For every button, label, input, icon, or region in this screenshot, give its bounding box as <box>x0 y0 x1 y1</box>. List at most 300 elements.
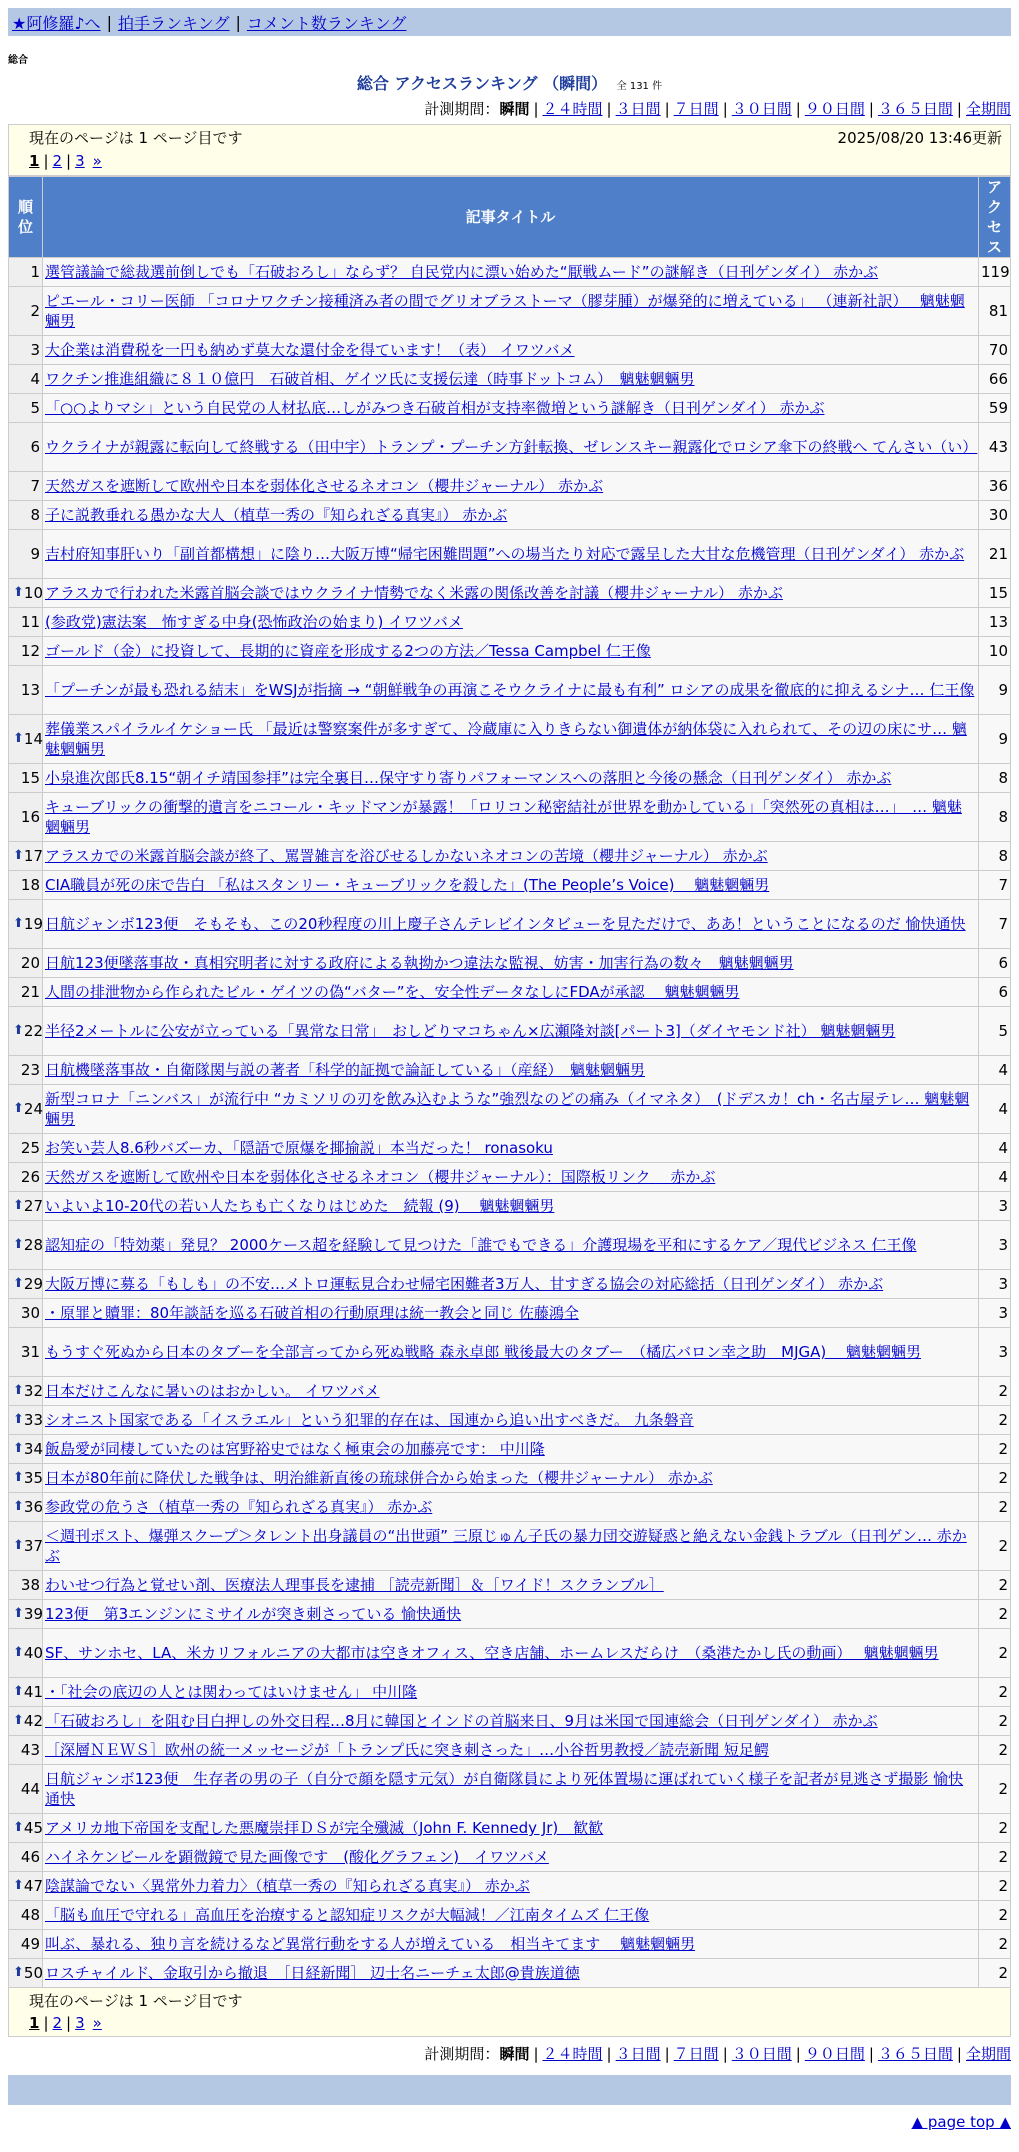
access-count: 2 <box>979 1843 1011 1872</box>
rank-number: 1 <box>30 263 40 281</box>
page-link[interactable]: 2 <box>52 152 63 170</box>
access-count: 7 <box>979 900 1011 949</box>
page-info-box <box>8 124 1011 176</box>
table-row <box>9 1007 1011 1056</box>
access-count: 30 <box>979 501 1011 530</box>
rank-number: 27 <box>23 1197 43 1215</box>
rank-cell <box>9 1007 43 1056</box>
title-cell <box>43 608 979 637</box>
next-page-link[interactable]: » <box>92 2014 102 2032</box>
article-title-link[interactable]: 日航123便墜落事故・真相究明者に対する政府による執拗かつ違法な監視、妨害・加害行為の数々 魑魅魍魎男 <box>45 954 794 972</box>
title-cell <box>43 365 979 394</box>
article-title-link[interactable]: わいせつ行為と覚せい剤、医療法人理事長を逮捕 ［読売新聞］＆［ワイド！スクランブル］ <box>45 1576 664 1594</box>
access-count: 81 <box>979 287 1011 336</box>
article-title-link[interactable]: 参政党の危うさ（植草一秀の『知られざる真実』） 赤かぶ <box>45 1498 433 1516</box>
rank-cell <box>9 1163 43 1192</box>
article-title-link[interactable]: 「石破おろし」を阻む目白押しの外交日程…8月に韓国とインドの首脳来日、9月は米国で国連総会（日刊ゲンダイ） 赤かぶ <box>45 1712 878 1730</box>
rank-cell <box>9 1678 43 1707</box>
title-cell <box>43 1007 979 1056</box>
access-count: 4 <box>979 1134 1011 1163</box>
rank-cell <box>9 1930 43 1959</box>
article-title-link[interactable]: SF、サンホセ、LA、米カリフォルニアの大都市は空きオフィス、空き店舗、ホームレスだらけ （桑港たかし氏の動画） 魑魅魍魎男 <box>45 1644 939 1662</box>
article-title-link[interactable]: 飯島愛が同棲していたのは宮野裕史ではなく極東会の加藤亮です： 中川隆 <box>45 1440 545 1458</box>
rank-cell <box>9 1328 43 1377</box>
rank-cell <box>9 1959 43 1988</box>
access-count: 43 <box>979 423 1011 472</box>
table-row <box>9 1085 1011 1134</box>
rank-number: 19 <box>23 915 43 933</box>
rank-up-arrow-icon: ⬆ <box>13 1470 24 1485</box>
period-separator: | <box>868 100 874 118</box>
table-row <box>9 715 1011 764</box>
article-title-link[interactable]: お笑い芸人8.6秒バズーカ、「隠語で原爆を揶揄説」本当だった！ ronasoku <box>45 1139 553 1157</box>
article-title-link[interactable]: 認知症の「特効薬」発見？ 2000ケース超を経験して見つけた「誰でもできる」介護現場を平和にするケア／現代ビジネス 仁王像 <box>45 1236 917 1254</box>
rank-number: 35 <box>23 1469 43 1487</box>
table-row <box>9 1377 1011 1406</box>
rank-cell <box>9 1736 43 1765</box>
article-title-link[interactable]: シオニスト国家である「イスラエル」という犯罪的存在は、国連から追い出すべきだ。 九条磐音 <box>45 1411 694 1429</box>
period-option-link[interactable]: ２４時間 <box>542 100 603 118</box>
rank-number: 11 <box>20 613 40 631</box>
period-separator: | <box>795 2045 801 2063</box>
access-count: 2 <box>979 1814 1011 1843</box>
article-title-link[interactable]: 半径2メートルに公安が立っている「異常な日常」 おしどりマコちゃん×広瀬隆対談[パート3]（ダイヤモンド社） 魑魅魍魎男 <box>45 1022 896 1040</box>
table-row <box>9 1843 1011 1872</box>
table-row <box>9 1901 1011 1930</box>
top-nav <box>8 8 1011 36</box>
rank-up-arrow-icon: ⬆ <box>13 585 24 600</box>
rank-cell <box>9 1493 43 1522</box>
title-cell <box>43 530 979 579</box>
title-cell <box>43 1406 979 1435</box>
article-title-link[interactable]: 新型コロナ「ニンバス」が流行中 “カミソリの刃を飲み込むような”強烈なのどの痛み（イマネタ） (ドデスカ！ch・名古屋テレ… 魑魅魍魎男 <box>45 1090 970 1128</box>
rank-cell <box>9 1843 43 1872</box>
rank-number: 36 <box>23 1498 43 1516</box>
article-title-link[interactable]: 日航ジャンボ123便 生存者の男の子（自分で顔を隠す元気）が自衛隊員により死体置場に運ばれていく様子を記者が見逃さず撮影 愉快通快 <box>45 1770 964 1808</box>
table-row <box>9 394 1011 423</box>
title-cell <box>43 1328 979 1377</box>
rank-number: 24 <box>23 1100 43 1118</box>
rank-number: 32 <box>23 1382 43 1400</box>
title-cell <box>43 978 979 1007</box>
next-page-link[interactable]: » <box>92 152 102 170</box>
table-row <box>9 1406 1011 1435</box>
title-cell <box>43 1600 979 1629</box>
rank-cell <box>9 1901 43 1930</box>
access-count: 66 <box>979 365 1011 394</box>
rank-up-arrow-icon: ⬆ <box>13 916 24 931</box>
article-title-link[interactable]: 日本が80年前に降伏した戦争は、明治維新直後の琉球併合から始まった（櫻井ジャーナル） 赤かぶ <box>45 1469 713 1487</box>
rank-cell <box>9 1056 43 1085</box>
rank-number: 49 <box>20 1935 40 1953</box>
rank-cell <box>9 1435 43 1464</box>
rank-up-arrow-icon: ⬆ <box>13 1101 24 1116</box>
rank-cell <box>9 1299 43 1328</box>
page-separator: | <box>66 152 72 170</box>
article-title-link[interactable]: ＜週刊ポスト、爆弾スクープ＞タレント出身議員の“出世頭” 三原じゅん子氏の暴力団交遊疑惑と絶えない金銭トラブル（日刊ゲン… 赤かぶ <box>45 1527 967 1565</box>
access-count: 2 <box>979 1901 1011 1930</box>
rank-cell <box>9 842 43 871</box>
table-row <box>9 1765 1011 1814</box>
article-title-link[interactable]: 選管議論で総裁選前倒しでも「石破おろし」ならず？ 自民党内に漂い始めた“厭戦ムード”の謎解き（日刊ゲンダイ） 赤かぶ <box>45 263 879 281</box>
rank-number: 3 <box>30 341 40 359</box>
table-row <box>9 365 1011 394</box>
article-title-link[interactable]: ・原罪と贖罪：80年談話を巡る石破首相の行動原理は統一教会と同じ 佐藤鴻全 <box>45 1304 579 1322</box>
page-link[interactable]: 2 <box>52 2014 63 2032</box>
period-option-link[interactable]: ３０日間 <box>731 2045 792 2063</box>
rank-cell <box>9 1464 43 1493</box>
table-row <box>9 1629 1011 1678</box>
period-option-link[interactable]: ３日間 <box>615 100 661 118</box>
table-row <box>9 1736 1011 1765</box>
article-title-link[interactable]: ［深層ＮＥＷＳ］欧州の統一メッセージが「トランプ氏に突き刺さった」…小谷哲男教授／読売新聞 短足鰐 <box>45 1741 769 1759</box>
table-row <box>9 1464 1011 1493</box>
table-row <box>9 608 1011 637</box>
article-title-link[interactable]: アラスカでの米露首脳会談が終了、罵詈雑言を浴びせるしかないネオコンの苦境（櫻井ジャーナル） 赤かぶ <box>45 847 768 865</box>
period-current: 瞬間 <box>499 2045 530 2063</box>
article-title-link[interactable]: 大企業は消費税を一円も納めず莫大な還付金を得ています！（表） イワツバメ <box>45 341 575 359</box>
nav-separator: | <box>106 12 112 32</box>
rank-cell <box>9 530 43 579</box>
access-count: 2 <box>979 1464 1011 1493</box>
table-row <box>9 1435 1011 1464</box>
bottom-bar <box>8 2075 1011 2105</box>
rank-cell <box>9 764 43 793</box>
title-cell <box>43 666 979 715</box>
title-cell <box>43 1270 979 1299</box>
period-selector <box>0 98 1011 120</box>
title-cell <box>43 423 979 472</box>
title-cell <box>43 637 979 666</box>
period-option-link[interactable]: ９０日間 <box>804 100 865 118</box>
rank-number: 48 <box>20 1906 40 1924</box>
rank-cell <box>9 336 43 365</box>
article-title-link[interactable]: 天然ガスを遮断して欧州や日本を弱体化させるネオコン（櫻井ジャーナル）：国際板リンク 赤かぶ <box>45 1168 716 1186</box>
period-option-link[interactable]: ３０日間 <box>731 100 792 118</box>
ranking-table <box>8 176 1011 1988</box>
article-title-link[interactable]: いよいよ10-20代の若い人たちも亡くなりはじめた 続報 (9) 魑魅魍魎男 <box>45 1197 555 1215</box>
access-count: 8 <box>979 764 1011 793</box>
article-title-link[interactable]: 大阪万博に募る「もしも」の不安…メトロ運転見合わせ帰宅困難者3万人、甘すぎる協会の対応総括（日刊ゲンダイ） 赤かぶ <box>45 1275 884 1293</box>
rank-number: 13 <box>20 681 40 699</box>
access-count: 2 <box>979 1571 1011 1600</box>
rank-number: 30 <box>20 1304 40 1322</box>
period-option-link[interactable]: ７日間 <box>673 100 719 118</box>
table-row <box>9 287 1011 336</box>
title-cell <box>43 871 979 900</box>
total-count: 全 131 件 <box>616 81 663 92</box>
rank-up-arrow-icon: ⬆ <box>13 1606 24 1621</box>
access-count: 2 <box>979 1736 1011 1765</box>
title-cell <box>43 764 979 793</box>
rank-up-arrow-icon: ⬆ <box>13 1441 24 1456</box>
title-cell <box>43 1814 979 1843</box>
article-title-link[interactable]: 人間の排泄物から作られたビル・ゲイツの偽“バター”を、安全性データなしにFDAが承認 魑魅魍魎男 <box>45 983 740 1001</box>
access-count: 4 <box>979 1163 1011 1192</box>
period-option-link[interactable]: 全期間 <box>965 2045 1011 2063</box>
rank-up-arrow-icon: ⬆ <box>13 1198 24 1213</box>
table-row <box>9 1571 1011 1600</box>
rank-number: 20 <box>20 954 40 972</box>
article-title-link[interactable]: ・「社会の底辺の人とは関わってはいけません」 中川隆 <box>45 1683 418 1701</box>
article-title-link[interactable]: 「脳も血圧で守れる」高血圧を治療すると認知症リスクが大幅減！／江南タイムズ 仁王像 <box>45 1906 650 1924</box>
period-label: 計測期間： <box>424 100 500 118</box>
rank-number: 29 <box>23 1275 43 1293</box>
rank-number: 6 <box>30 438 40 456</box>
access-count: 70 <box>979 336 1011 365</box>
article-title-link[interactable]: 吉村府知事肝いり「副首都構想」に陰り…大阪万博“帰宅困難問題”への場当たり対応で露呈した大甘な危機管理（日刊ゲンダイ） 赤かぶ <box>45 545 965 563</box>
article-title-link[interactable]: 「○○よりマシ」という自民党の人材払底…しがみつき石破首相が支持率微増という謎解き（日刊ゲンダイ） 赤かぶ <box>45 399 825 417</box>
rank-cell <box>9 1765 43 1814</box>
page-title: 総合 アクセスランキング （瞬間） <box>356 74 608 93</box>
rank-cell <box>9 949 43 978</box>
rank-number: 37 <box>23 1537 43 1555</box>
rank-number: 15 <box>20 769 40 787</box>
rank-cell <box>9 793 43 842</box>
rank-up-arrow-icon: ⬆ <box>13 1412 24 1427</box>
article-title-link[interactable]: CIA職員が死の床で告白 「私はスタンリー・キューブリックを殺した」(The People’s Voice) 魑魅魍魎男 <box>45 876 770 894</box>
period-separator: | <box>606 2045 612 2063</box>
table-row <box>9 1299 1011 1328</box>
access-count: 4 <box>979 1056 1011 1085</box>
access-count: 2 <box>979 1629 1011 1678</box>
article-title-link[interactable]: ピエール・コリー医師 「コロナワクチン接種済み者の間でグリオブラストーマ（膠芽腫）が爆発的に増えている」 （連新社訳） 魑魅魍魎男 <box>45 292 965 330</box>
title-cell <box>43 1085 979 1134</box>
pagination <box>29 2013 102 2033</box>
rank-number: 9 <box>30 545 40 563</box>
article-title-link[interactable]: アラスカで行われた米露首脳会談ではウクライナ情勢でなく米露の関係改善を討議（櫻井ジャーナル） 赤かぶ <box>45 584 783 602</box>
title-header: 記事タイトル <box>43 177 979 258</box>
rank-number: 8 <box>30 506 40 524</box>
article-title-link[interactable]: ハイネケンビールを顕微鏡で見た画像です (酸化グラフェン) イワツバメ <box>45 1848 549 1866</box>
period-option-link[interactable]: ３６５日間 <box>877 100 953 118</box>
title-cell <box>43 1522 979 1571</box>
updated-timestamp: 2025/08/20 13:46更新 <box>837 129 1002 147</box>
period-option-link[interactable]: ３日間 <box>615 2045 661 2063</box>
table-row <box>9 1134 1011 1163</box>
rank-number: 16 <box>20 808 40 826</box>
access-count: 6 <box>979 949 1011 978</box>
access-count: 4 <box>979 1085 1011 1134</box>
period-separator: | <box>606 100 612 118</box>
article-title-link[interactable]: 小泉進次郎氏8.15“朝イチ靖国参拝”は完全裏目…保守すり寄りパフォーマンスへの落胆と今後の懸念（日刊ゲンダイ） 赤かぶ <box>45 769 892 787</box>
table-row <box>9 842 1011 871</box>
access-count: 2 <box>979 1493 1011 1522</box>
article-title-link[interactable]: ウクライナが親露に転向して終戦する（田中宇）トランプ・プーチン方針転換、ゼレンスキー親露化でロシア傘下の終戦へ てんさい（い） <box>45 438 978 456</box>
access-count: 2 <box>979 1377 1011 1406</box>
period-separator: | <box>956 2045 962 2063</box>
rank-cell <box>9 287 43 336</box>
article-title-link[interactable]: 天然ガスを遮断して欧州や日本を弱体化させるネオコン（櫻井ジャーナル） 赤かぶ <box>45 477 604 495</box>
title-cell <box>43 336 979 365</box>
rank-number: 26 <box>20 1168 40 1186</box>
period-separator: | <box>722 100 728 118</box>
rank-number: 25 <box>20 1139 40 1157</box>
table-row <box>9 1522 1011 1571</box>
table-row <box>9 1600 1011 1629</box>
rank-number: 44 <box>20 1780 40 1798</box>
comment-ranking-link[interactable]: コメント数ランキング <box>246 13 407 33</box>
title-cell <box>43 1493 979 1522</box>
period-option-link[interactable]: ９０日間 <box>804 2045 865 2063</box>
article-title-link[interactable]: 叫ぶ、暴れる、独り言を続けるなど異常行動をする人が増えている 相当キてます 魑魅魍魎男 <box>45 1935 696 1953</box>
title-cell <box>43 258 979 287</box>
table-row <box>9 472 1011 501</box>
rank-number: 39 <box>23 1605 43 1623</box>
rank-up-arrow-icon: ⬆ <box>13 1713 24 1728</box>
table-row <box>9 949 1011 978</box>
table-row <box>9 666 1011 715</box>
rank-cell <box>9 1814 43 1843</box>
rank-up-arrow-icon: ⬆ <box>13 1645 24 1660</box>
rank-number: 2 <box>30 302 40 320</box>
article-title-link[interactable]: 「プーチンが最も恐れる結末」をWSJが指摘 → “朝鮮戦争の再演こそウクライナに最も有利” ロシアの成果を徹底的に抑えるシナ… 仁王像 <box>45 681 975 699</box>
rank-up-arrow-icon: ⬆ <box>13 1499 24 1514</box>
nav-separator: | <box>235 12 241 32</box>
rank-number: 28 <box>23 1236 43 1254</box>
table-row <box>9 1056 1011 1085</box>
article-title-link[interactable]: 日本だけこんなに暑いのはおかしい。 イワツバメ <box>45 1382 380 1400</box>
rank-up-arrow-icon: ⬆ <box>13 1023 24 1038</box>
access-header: アクセス <box>979 177 1011 258</box>
period-option-link[interactable]: ３６５日間 <box>877 2045 953 2063</box>
access-count: 15 <box>979 579 1011 608</box>
table-row <box>9 764 1011 793</box>
rank-number: 41 <box>23 1683 43 1701</box>
access-count: 10 <box>979 637 1011 666</box>
article-title-link[interactable]: もうすぐ死ぬから日本のタブーを全部言ってから死ぬ戦略 森永卓郎 戦後最大のタブー （橘広バロン幸之助 MJGA) 魑魅魍魎男 <box>45 1343 922 1361</box>
article-title-link[interactable]: アメリカ地下帝国を支配した悪魔崇拝ＤＳが完全殲滅（John F. Kennedy Jr) 歓歓 <box>45 1819 604 1837</box>
title-cell <box>43 1056 979 1085</box>
period-option-link[interactable]: ２４時間 <box>542 2045 603 2063</box>
page-top-link[interactable]: ▲ page top ▲ <box>911 2113 1011 2131</box>
period-label: 計測期間： <box>424 2045 500 2063</box>
access-count: 3 <box>979 1221 1011 1270</box>
article-title-link[interactable]: 子に説教垂れる愚かな大人（植草一秀の『知られざる真実』） 赤かぶ <box>45 506 508 524</box>
rank-header: 順位 <box>9 177 43 258</box>
rank-cell <box>9 472 43 501</box>
period-separator: | <box>722 2045 728 2063</box>
rank-up-arrow-icon: ⬆ <box>13 848 24 863</box>
rank-up-arrow-icon: ⬆ <box>13 1878 24 1893</box>
table-row <box>9 637 1011 666</box>
table-row <box>9 1707 1011 1736</box>
access-count: 8 <box>979 842 1011 871</box>
home-link[interactable]: ★阿修羅♪へ <box>12 13 101 33</box>
title-cell <box>43 1678 979 1707</box>
article-title-link[interactable]: ロスチャイルド、金取引から撤退 ［日経新聞］ 辺士名ニーチェ太郎@貴族道徳 <box>45 1964 580 1982</box>
access-count: 21 <box>979 530 1011 579</box>
title-cell <box>43 1221 979 1270</box>
page-link[interactable]: 3 <box>75 152 85 170</box>
page-status: 現在のページは 1 ページ目です <box>29 129 243 147</box>
rank-cell <box>9 1192 43 1221</box>
access-count: 7 <box>979 871 1011 900</box>
article-title-link[interactable]: 葬儀業スパイラルイケショー氏 「最近は警察案件が多すぎて、冷蔵庫に入りきらない御遺体が納体袋に入れられて、その辺の床にサ… 魑魅魍魎男 <box>45 720 967 758</box>
title-cell <box>43 1571 979 1600</box>
rank-cell <box>9 394 43 423</box>
title-cell <box>43 1843 979 1872</box>
period-selector <box>0 2043 1011 2065</box>
rank-cell <box>9 1377 43 1406</box>
title-cell <box>43 501 979 530</box>
period-separator: | <box>868 2045 874 2063</box>
article-title-link[interactable]: (参政党)憲法案 怖すぎる中身(恐怖政治の始まり) イワツバメ <box>45 613 463 631</box>
article-title-link[interactable]: 日航機墜落事故・自衛隊関与説の著者「科学的証拠で論証している」（産経） 魑魅魍魎男 <box>45 1061 646 1079</box>
title-cell <box>43 1930 979 1959</box>
table-row <box>9 1814 1011 1843</box>
page-title-row <box>0 71 1019 94</box>
period-separator: | <box>795 100 801 118</box>
rank-cell <box>9 1522 43 1571</box>
table-row <box>9 1328 1011 1377</box>
table-row <box>9 1163 1011 1192</box>
page-separator: | <box>43 2014 49 2032</box>
access-count: 59 <box>979 394 1011 423</box>
rank-number: 42 <box>23 1712 43 1730</box>
access-count: 119 <box>979 258 1011 287</box>
access-count: 2 <box>979 1406 1011 1435</box>
article-title-link[interactable]: 日航ジャンボ123便 そもそも、この20秒程度の川上慶子さんテレビインタビューを見ただけで、ああ！ということになるのだ 愉快通快 <box>45 915 966 933</box>
period-option-link[interactable]: ７日間 <box>673 2045 719 2063</box>
period-separator: | <box>533 100 539 118</box>
rank-cell <box>9 1085 43 1134</box>
article-title-link[interactable]: 陰謀論でない〈異常外力着力〉（植草一秀の『知られざる真実』） 赤かぶ <box>45 1877 530 1895</box>
rank-number: 12 <box>20 642 40 660</box>
rank-number: 21 <box>20 983 40 1001</box>
rank-number: 50 <box>23 1964 43 1982</box>
rank-up-arrow-icon: ⬆ <box>13 1684 24 1699</box>
rank-cell <box>9 871 43 900</box>
article-title-link[interactable]: ワクチン推進組織に８１０億円 石破首相、ゲイツ氏に支援伝達（時事ドットコム） 魑魅魍魎男 <box>45 370 695 388</box>
rank-cell <box>9 978 43 1007</box>
article-title-link[interactable]: キューブリックの衝撃的遺言をニコール・キッドマンが暴露！「ロリコン秘密結社が世界を動かしている」「突然死の真相は…」 … 魑魅魍魎男 <box>45 798 962 836</box>
rank-up-arrow-icon: ⬆ <box>13 1965 24 1980</box>
rank-number: 7 <box>30 477 40 495</box>
rank-number: 40 <box>23 1644 43 1662</box>
title-cell <box>43 715 979 764</box>
title-cell <box>43 1377 979 1406</box>
article-title-link[interactable]: ゴールド（金）に投資して、長期的に資産を形成する2つの方法／Tessa Campbel 仁王像 <box>45 642 651 660</box>
table-row <box>9 423 1011 472</box>
table-row <box>9 1872 1011 1901</box>
access-count: 2 <box>979 1435 1011 1464</box>
article-title-link[interactable]: 123便 第3エンジンにミサイルが突き刺さっている 愉快通快 <box>45 1605 462 1623</box>
title-cell <box>43 1765 979 1814</box>
table-row <box>9 336 1011 365</box>
access-count: 6 <box>979 978 1011 1007</box>
category-label: 総合 <box>8 55 28 66</box>
title-cell <box>43 900 979 949</box>
page-separator: | <box>66 2014 72 2032</box>
rank-cell <box>9 1221 43 1270</box>
table-row <box>9 1959 1011 1988</box>
rank-number: 34 <box>23 1440 43 1458</box>
rank-cell <box>9 1707 43 1736</box>
table-row <box>9 1678 1011 1707</box>
applause-ranking-link[interactable]: 拍手ランキング <box>117 13 230 33</box>
rank-cell <box>9 579 43 608</box>
rank-number: 47 <box>23 1877 43 1895</box>
page-status: 現在のページは 1 ページ目です <box>29 1992 243 2010</box>
rank-number: 22 <box>23 1022 43 1040</box>
rank-up-arrow-icon: ⬆ <box>13 1276 24 1291</box>
page-link[interactable]: 3 <box>75 2014 85 2032</box>
table-row <box>9 1221 1011 1270</box>
page-top-row <box>0 2109 1011 2135</box>
period-option-link[interactable]: 全期間 <box>965 100 1011 118</box>
table-row <box>9 793 1011 842</box>
